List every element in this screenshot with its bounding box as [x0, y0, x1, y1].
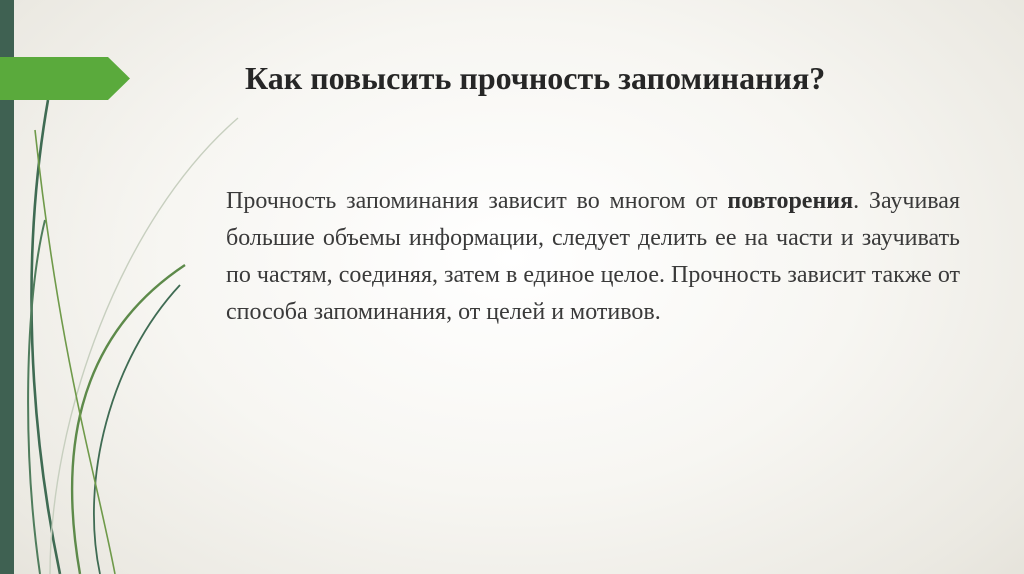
slide-body-text	[226, 183, 960, 331]
slide-title: Как повысить прочность запоминания?	[245, 60, 826, 96]
body-text-part-1: Прочность запоминания зависит во многом от	[226, 188, 728, 214]
body-emphasis: повторения	[727, 188, 854, 214]
green-arrow-tab-icon	[0, 57, 130, 100]
body-text-part-2: . Заучивая большие объемы информации, следует делить ее на части и заучивать по частям, соединяя, затем в единое целое. Прочность зависит также от способа запоминания, от целей и мотивов.	[226, 188, 960, 325]
